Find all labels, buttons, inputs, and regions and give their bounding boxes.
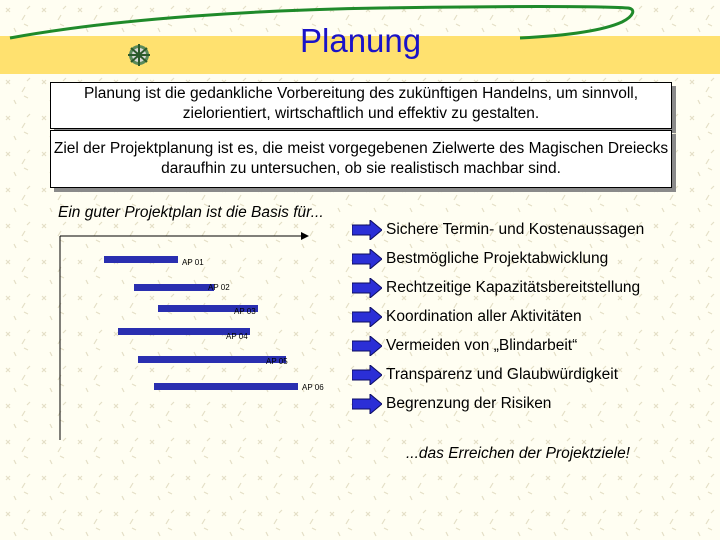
closing-text: ...das Erreichen der Projektziele!	[406, 445, 630, 462]
benefit-text: Bestmögliche Projektabwicklung	[386, 250, 609, 267]
page-title: Planung	[300, 22, 422, 59]
benefit-text: Vermeiden von „Blindarbeit“	[386, 337, 578, 354]
globe-logo-icon	[126, 42, 152, 68]
subtitle: Ein guter Projektplan ist die Basis für...	[58, 204, 324, 221]
gantt-label-ap05: AP 05	[266, 357, 288, 366]
gantt-label-ap01: AP 01	[182, 258, 204, 267]
gantt-bar-ap06	[154, 383, 298, 390]
right-arrow-icon	[352, 307, 382, 327]
right-arrow-icon	[352, 394, 382, 414]
goal-box	[50, 130, 672, 188]
definition-text: Planung ist die gedankliche Vorbereitung des zukünftigen Handelns, um sinnvoll, zielorientiert, wirtschaftlich und effektiv zu gestalten.	[83, 85, 639, 122]
benefit-text: Rechtzeitige Kapazitätsbereitstellung	[386, 279, 641, 296]
benefit-text: Transparenz und Glaubwürdigkeit	[386, 366, 619, 383]
gantt-bar-ap05	[138, 356, 286, 363]
gantt-label-ap03: AP 03	[234, 307, 256, 316]
right-arrow-icon	[352, 249, 382, 269]
right-arrow-icon	[352, 278, 382, 298]
right-arrow-icon	[352, 336, 382, 356]
gantt-label-ap06: AP 06	[302, 383, 324, 392]
definition-box	[50, 82, 672, 129]
gantt-bar-ap02	[134, 284, 214, 291]
benefit-text: Koordination aller Aktivitäten	[386, 308, 582, 325]
gantt-label-ap02: AP 02	[208, 283, 230, 292]
gantt-label-ap04: AP 04	[226, 332, 248, 341]
goal-text: Ziel der Projektplanung ist es, die meist vorgegebenen Zielwerte des Magischen Dreiecks daraufhin zu untersuchen, ob sie realistisch machbar sind.	[53, 140, 669, 177]
gantt-chart	[58, 226, 324, 444]
benefit-text: Begrenzung der Risiken	[386, 395, 552, 412]
right-arrow-icon	[352, 365, 382, 385]
right-arrow-icon	[352, 220, 382, 240]
benefit-text: Sichere Termin- und Kostenaussagen	[386, 221, 645, 238]
gantt-bar-ap01	[104, 256, 178, 263]
